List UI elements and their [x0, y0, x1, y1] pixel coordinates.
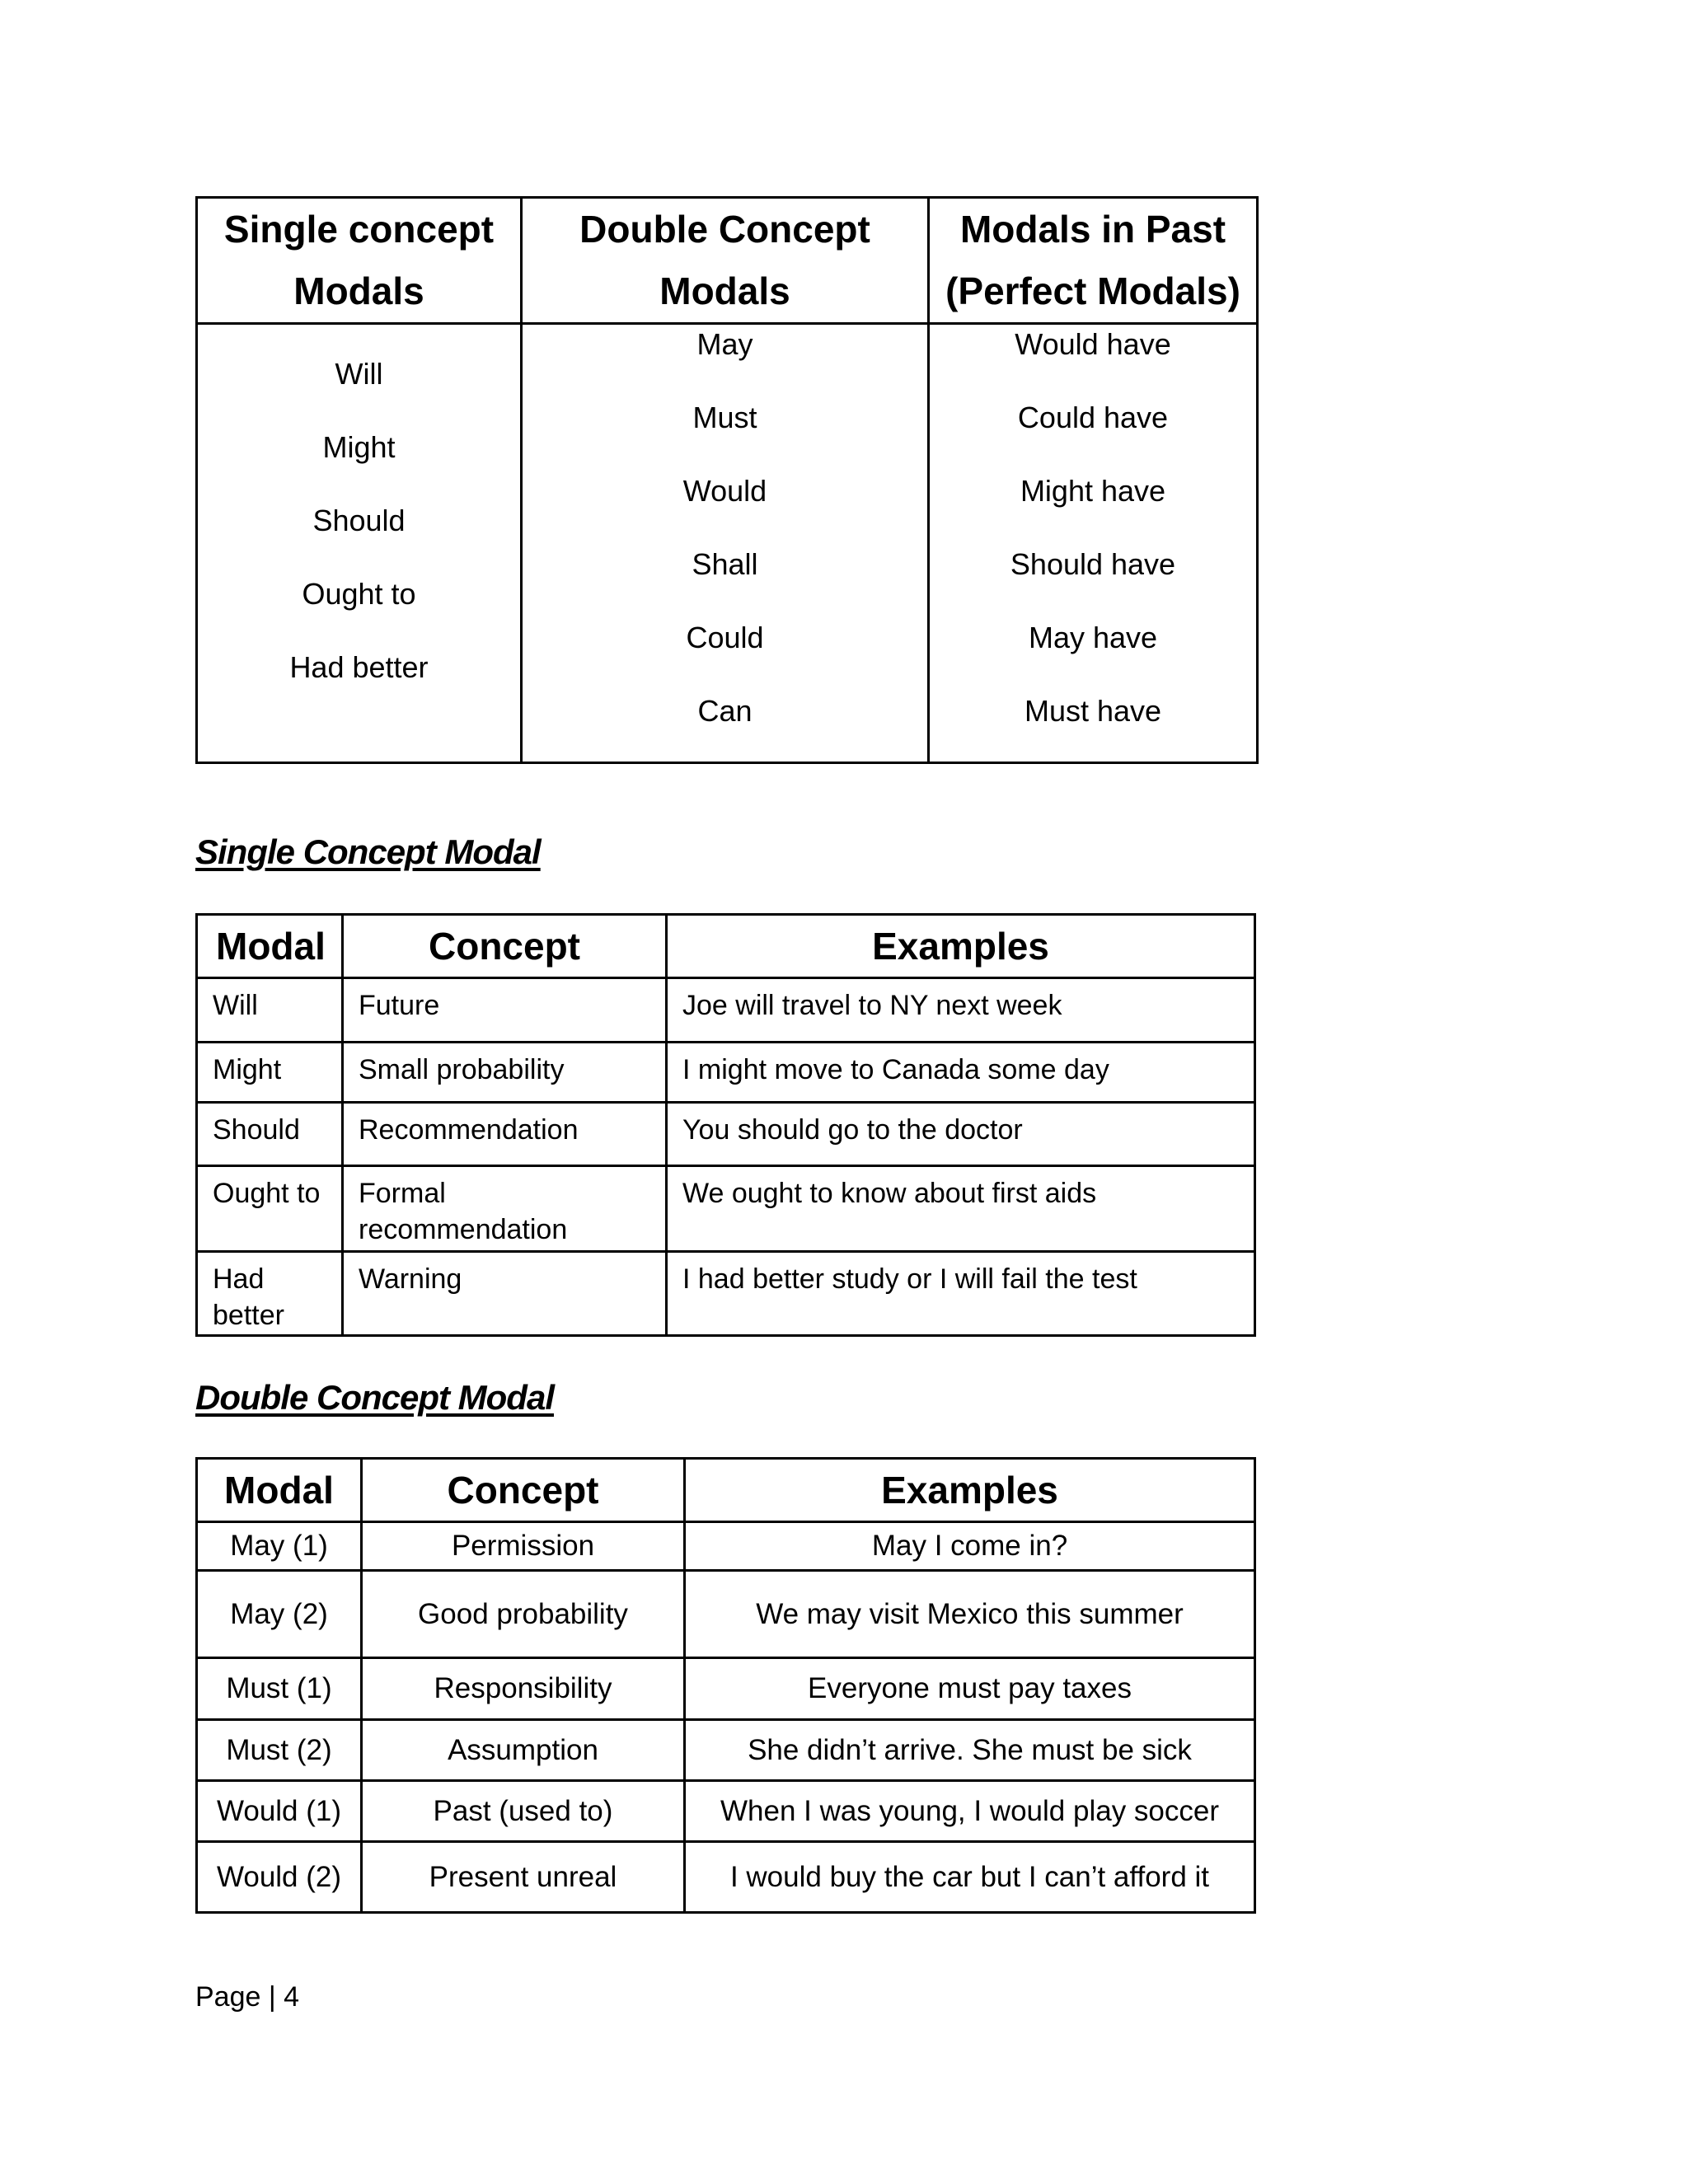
example-cell: We ought to know about first aids — [667, 1166, 1255, 1252]
single-concept-table — [195, 913, 1256, 1337]
list-item: Can — [697, 694, 753, 728]
page-number: Page | 4 — [195, 1981, 300, 2013]
header-single-concept: Single concept Modals — [197, 198, 522, 324]
concept-cell: Recommendation — [343, 1103, 667, 1166]
list-item: Might have — [1020, 474, 1166, 508]
double-concept-heading: Double Concept Modal — [195, 1378, 554, 1417]
perfect-modals-list — [930, 327, 1256, 728]
table-row — [197, 1043, 1255, 1103]
double-modals-list — [523, 327, 927, 728]
table-row — [197, 1720, 1255, 1781]
header-double-concept: Double Concept Modals — [522, 198, 929, 324]
table-row — [197, 1658, 1255, 1720]
table-row — [197, 1522, 1255, 1571]
list-item: Shall — [692, 547, 758, 581]
list-item: Would have — [1015, 327, 1171, 361]
header-modal: Modal — [197, 1459, 362, 1522]
header-concept: Concept — [343, 915, 667, 978]
modal-cell: May (2) — [197, 1571, 362, 1658]
concept-cell: Formal recommendation — [343, 1166, 667, 1252]
list-item: Should — [312, 504, 406, 537]
example-cell: I had better study or I will fail the test — [667, 1252, 1255, 1336]
double-concept-table — [195, 1457, 1256, 1914]
header-concept: Concept — [362, 1459, 685, 1522]
modals-overview-table — [195, 196, 1259, 764]
list-item: May — [696, 327, 753, 361]
list-item: Had better — [289, 650, 429, 684]
table-header-row — [197, 1459, 1255, 1522]
example-cell: When I was young, I would play soccer — [685, 1781, 1255, 1842]
double-modals-cell — [522, 324, 929, 763]
list-item: May have — [1028, 621, 1158, 654]
table-header-row — [197, 915, 1255, 978]
modal-cell: Had better — [197, 1252, 343, 1336]
table-row — [197, 1571, 1255, 1658]
concept-cell: Past (used to) — [362, 1781, 685, 1842]
table-row — [197, 324, 1258, 763]
header-perfect-modals: Modals in Past (Perfect Modals) — [929, 198, 1258, 324]
list-item: Ought to — [302, 577, 416, 611]
example-cell: We may visit Mexico this summer — [685, 1571, 1255, 1658]
concept-cell: Small probability — [343, 1043, 667, 1103]
list-item: Must — [692, 401, 757, 434]
example-cell: Everyone must pay taxes — [685, 1658, 1255, 1720]
modal-cell: Must (2) — [197, 1720, 362, 1781]
perfect-modals-cell — [929, 324, 1258, 763]
example-cell: I would buy the car but I can’t afford it — [685, 1842, 1255, 1913]
modal-cell: Might — [197, 1043, 343, 1103]
modal-cell: Would (1) — [197, 1781, 362, 1842]
table-row — [197, 978, 1255, 1043]
table-row — [197, 1166, 1255, 1252]
list-item: Must have — [1024, 694, 1162, 728]
modal-cell: Should — [197, 1103, 343, 1166]
list-item: Should have — [1010, 547, 1176, 581]
concept-cell: Responsibility — [362, 1658, 685, 1720]
table-row — [197, 1781, 1255, 1842]
table-row — [197, 1842, 1255, 1913]
concept-cell: Warning — [343, 1252, 667, 1336]
example-cell: You should go to the doctor — [667, 1103, 1255, 1166]
example-cell: Joe will travel to NY next week — [667, 978, 1255, 1043]
header-examples: Examples — [685, 1459, 1255, 1522]
concept-cell: Future — [343, 978, 667, 1043]
single-modals-list — [198, 325, 520, 682]
concept-cell: Good probability — [362, 1571, 685, 1658]
modal-cell: Will — [197, 978, 343, 1043]
concept-cell: Present unreal — [362, 1842, 685, 1913]
list-item: Will — [335, 357, 383, 391]
example-cell: She didn’t arrive. She must be sick — [685, 1720, 1255, 1781]
modal-cell: Would (2) — [197, 1842, 362, 1913]
header-examples: Examples — [667, 915, 1255, 978]
table-header-row — [197, 198, 1258, 324]
modal-cell: Ought to — [197, 1166, 343, 1252]
list-item: Could have — [1017, 401, 1169, 434]
modal-cell: May (1) — [197, 1522, 362, 1571]
table-row — [197, 1103, 1255, 1166]
table-row — [197, 1252, 1255, 1336]
single-modals-cell — [197, 324, 522, 763]
example-cell: May I come in? — [685, 1522, 1255, 1571]
list-item: Could — [686, 621, 764, 654]
list-item: Might — [322, 430, 396, 464]
example-cell: I might move to Canada some day — [667, 1043, 1255, 1103]
concept-cell: Assumption — [362, 1720, 685, 1781]
list-item: Would — [682, 474, 767, 508]
single-concept-heading: Single Concept Modal — [195, 832, 541, 871]
header-modal: Modal — [197, 915, 343, 978]
modal-cell: Must (1) — [197, 1658, 362, 1720]
concept-cell: Permission — [362, 1522, 685, 1571]
